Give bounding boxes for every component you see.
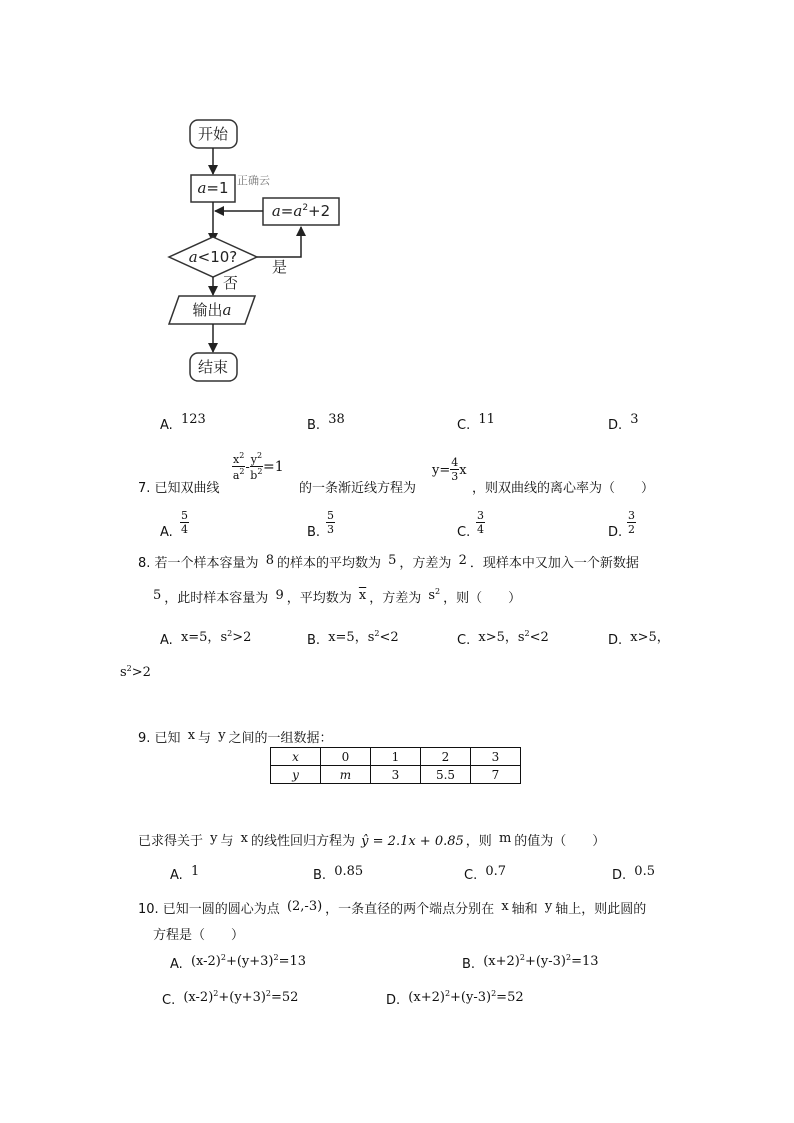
table-row xyxy=(271,766,521,784)
q10-option-b: B. $(x+2)^2+(y-3)^2=13$ xyxy=(462,953,599,972)
q7-option-c-value: $\frac{3}{4}$ xyxy=(477,509,484,536)
flowchart-update-label: $a=a^2+2$ xyxy=(271,202,331,220)
q6-option-b xyxy=(307,412,345,433)
q9-regression-line: 已求得关于 y 与 x 的线性回归方程为 ŷ = 2.1x + 0.85 ，则 m 的值为（ ） xyxy=(138,831,606,849)
q8-option-d: D. x>5， xyxy=(608,630,670,648)
q8-option-c: C. x>5，$s^2<2$ xyxy=(457,629,549,648)
table-cell: 3 xyxy=(371,766,421,784)
q7-suffix: ，则双曲线的离心率为（ ） xyxy=(472,481,655,496)
table-cell: y xyxy=(271,766,321,784)
q7-prefix: 7. 已知双曲线 xyxy=(138,481,220,496)
q8-option-d-continued: $s^2>2$ xyxy=(120,664,151,680)
q9-data-table xyxy=(270,747,521,784)
q8-option-b: B. x=5，$s^2<2$ xyxy=(307,629,399,648)
q8-line-2: 5 ，此时样本容量为 9 ，平均数为 $\overline{x}$ ，方差为 $s^2$ ，则（ ） xyxy=(153,587,522,606)
q9-option-d: D. 0.5 xyxy=(612,864,655,883)
flowchart-yes-label: 是 xyxy=(272,258,288,276)
flowchart-start-label: 开始 xyxy=(197,125,229,143)
table-cell: 3 xyxy=(471,748,521,766)
q10-option-d: D. $(x+2)^2+(y-3)^2=52$ xyxy=(386,989,524,1008)
option-value: 3 xyxy=(630,412,639,427)
flowchart-no-label: 否 xyxy=(223,274,239,292)
watermark-text: 正确云 xyxy=(237,174,270,187)
table-cell: m xyxy=(321,766,371,784)
q6-option-c xyxy=(457,412,495,433)
option-letter: A. xyxy=(160,418,173,433)
q9-option-b: B. 0.85 xyxy=(313,864,364,883)
q9-intro: 9. 已知 x 与 y 之间的一组数据： xyxy=(138,728,333,746)
option-letter: D. xyxy=(608,418,623,433)
q9-option-a: A. 1 xyxy=(170,864,200,883)
table-cell: x xyxy=(271,748,321,766)
q7-option-d: D. xyxy=(608,525,623,540)
q8-option-a: A. x=5，$s^2>2$ xyxy=(160,629,252,648)
q7-option-a-value: $\frac{5}{4}$ xyxy=(181,509,188,536)
table-cell: 0 xyxy=(321,748,371,766)
flowchart-output-label: 输出a xyxy=(192,301,232,319)
option-letter: B. xyxy=(307,418,321,433)
q6-option-d xyxy=(608,412,639,433)
q7-option-b-value: $\frac{5}{3}$ xyxy=(327,509,334,536)
q7-option-a: A. xyxy=(160,525,173,540)
table-cell: 2 xyxy=(421,748,471,766)
q7-option-c: C. xyxy=(457,525,471,540)
option-value: 123 xyxy=(180,412,206,427)
q7-mid: 的一条渐近线方程为 xyxy=(299,481,417,496)
table-cell: 5.5 xyxy=(421,766,471,784)
flowchart xyxy=(160,112,360,397)
table-row xyxy=(271,748,521,766)
option-value: 11 xyxy=(478,412,495,427)
option-value: 38 xyxy=(328,412,345,427)
q6-option-a xyxy=(160,412,206,433)
table-cell: 1 xyxy=(371,748,421,766)
q9-option-c: C. 0.7 xyxy=(464,864,507,883)
q10-option-c: C. $(x-2)^2+(y+3)^2=52$ xyxy=(162,989,299,1008)
q10-line-1: 10. 已知一圆的圆心为点 (2,-3) ，一条直径的两个端点分别在 x 轴和 y 轴上，则此圆的 xyxy=(138,899,647,917)
q7-asymptote-equation: y= $\frac{4}{3}$ x xyxy=(432,456,467,483)
flowchart-decision-label: a<10? xyxy=(188,248,238,266)
q7-option-b: B. xyxy=(307,525,321,540)
flowchart-init-label: a=1 xyxy=(197,179,229,197)
q10-option-a: A. $(x-2)^2+(y+3)^2=13$ xyxy=(170,953,307,972)
q7-hyperbola-equation: $\frac{x^2}{a^2}$ - $\frac{y^2}{b^2}$ =1 xyxy=(232,451,284,482)
table-cell: 7 xyxy=(471,766,521,784)
flowchart-end-label: 结束 xyxy=(197,358,229,376)
q8-line-1: 8. 若一个样本容量为 8 的样本的平均数为 5 ，方差为 2 ．现样本中又加入一个新数据 xyxy=(138,553,639,571)
q7-option-d-value: $\frac{3}{2}$ xyxy=(628,509,635,536)
option-letter: C. xyxy=(457,418,471,433)
q10-line-2: 方程是（ ） xyxy=(153,928,245,943)
